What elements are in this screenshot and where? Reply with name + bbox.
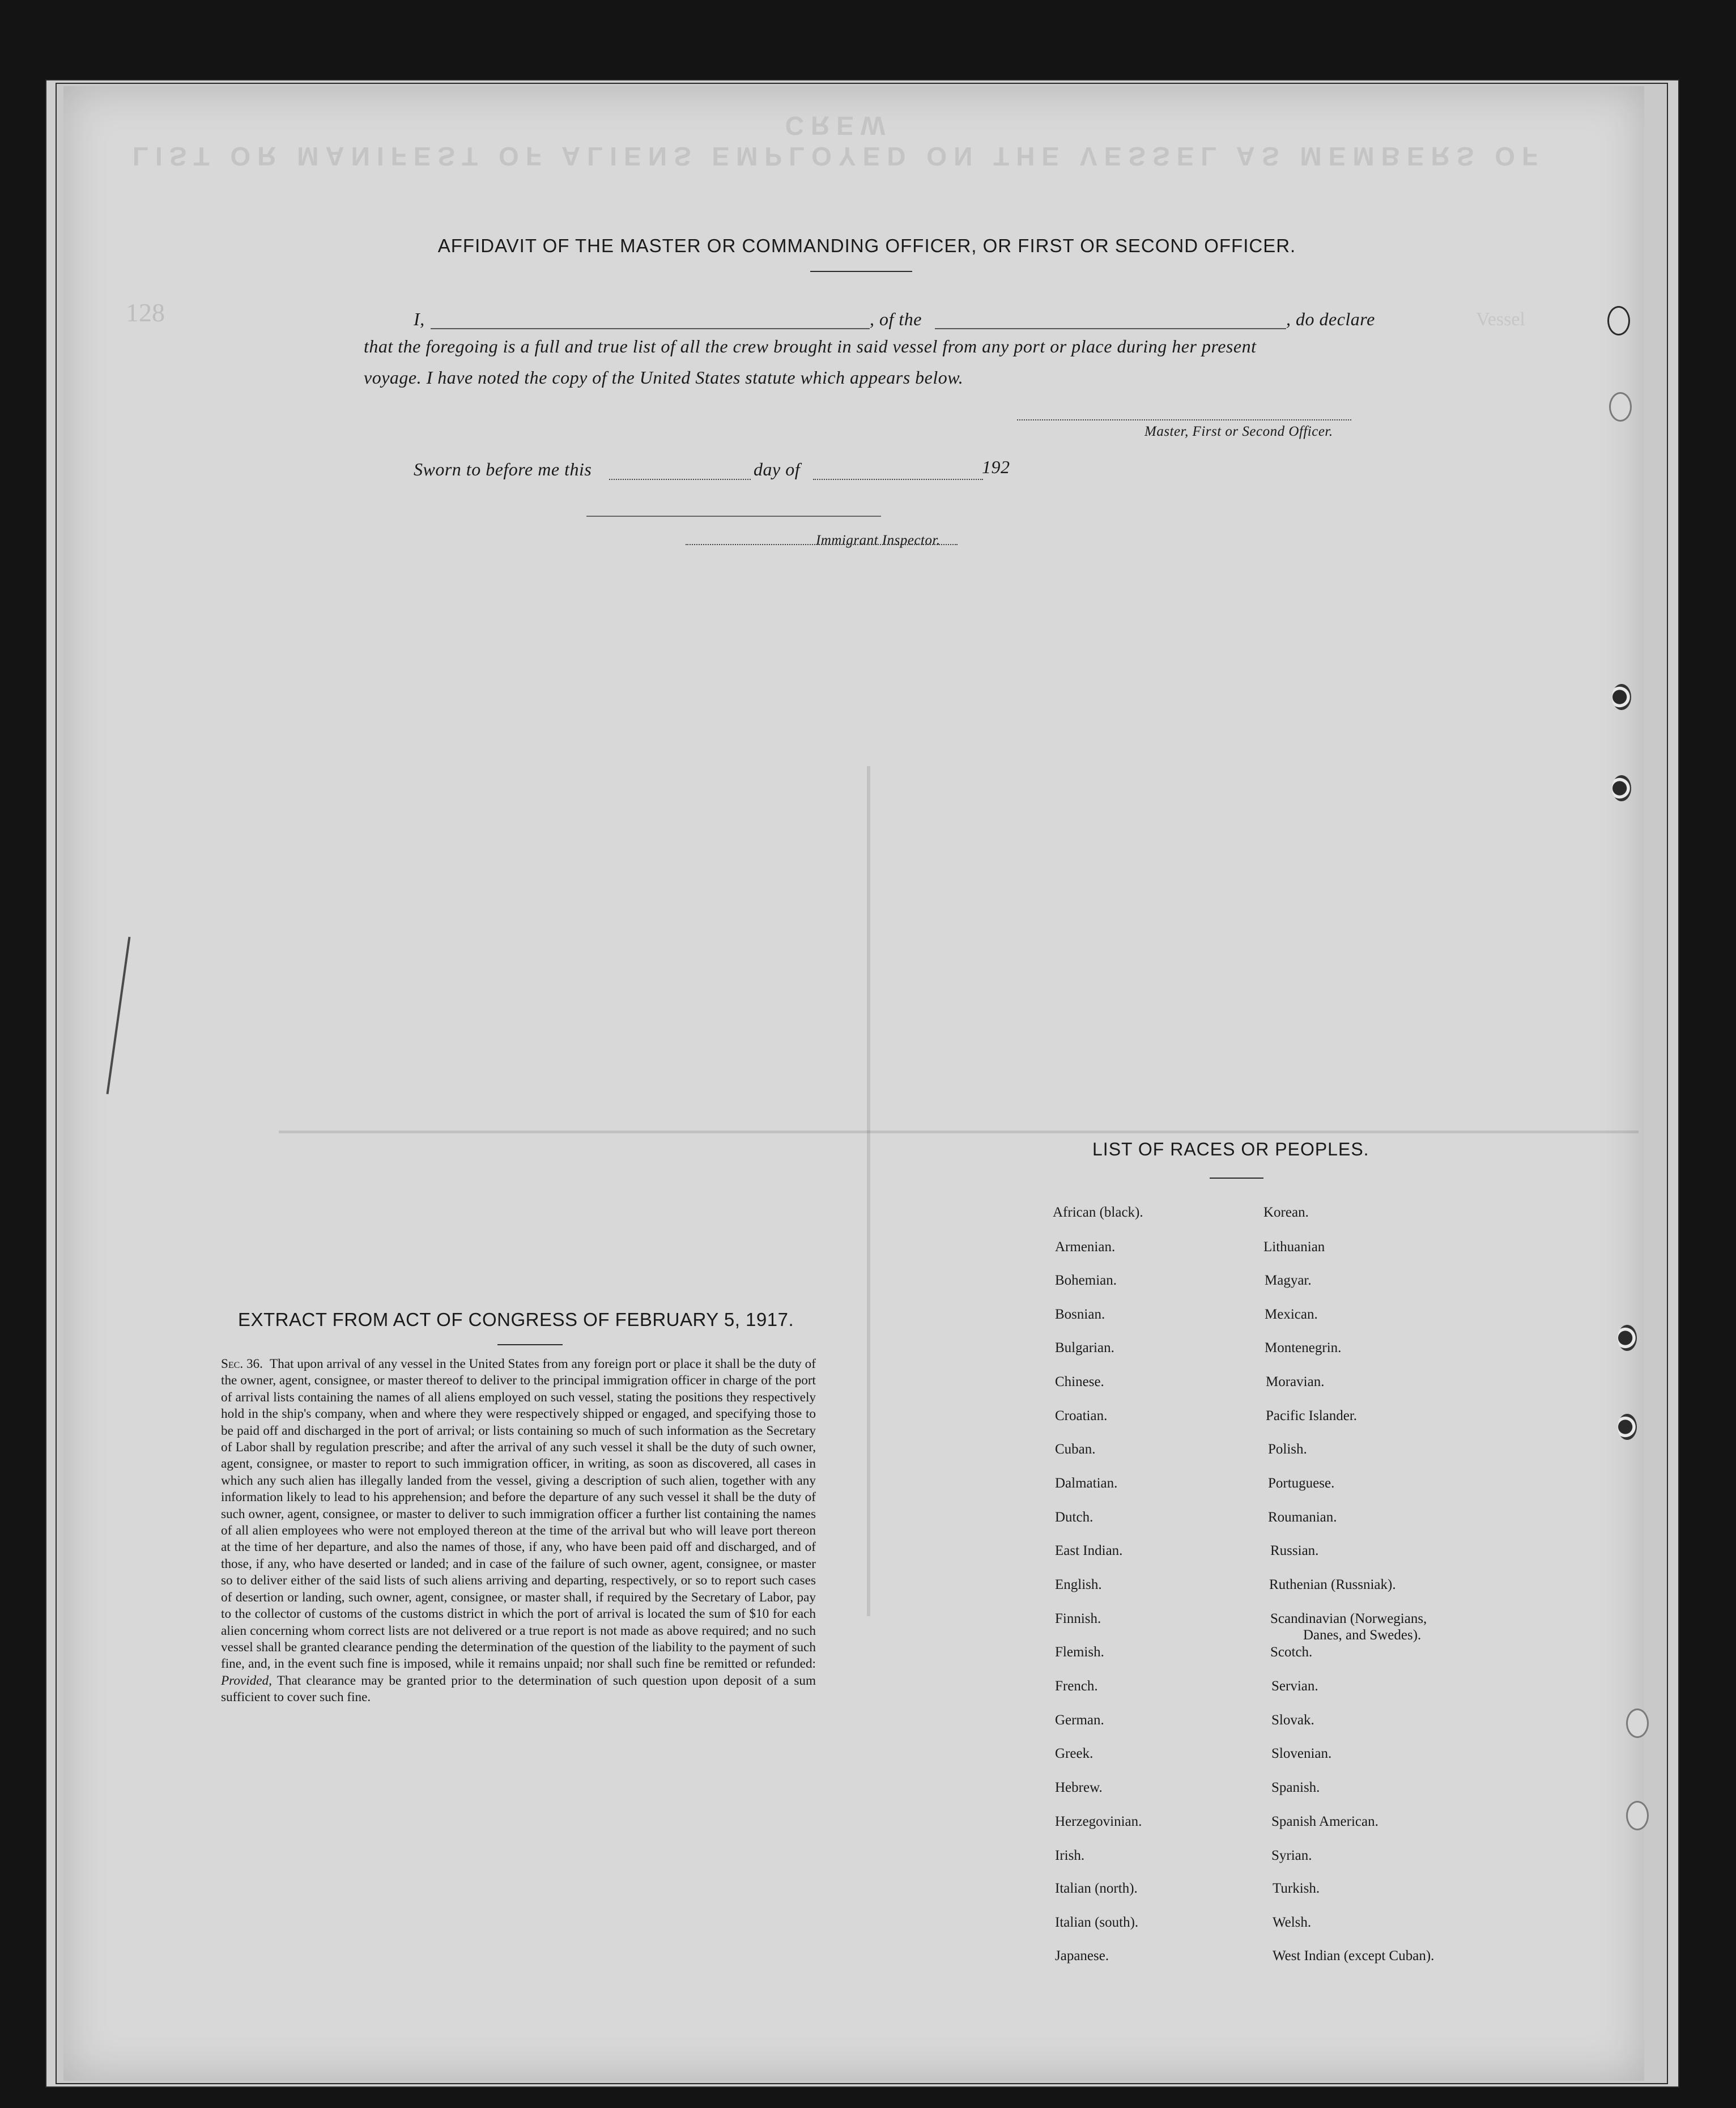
affidavit-line-3: voyage. I have noted the copy of the United States statute which appears below. [364,367,964,388]
race-item: Herzegovinian. [1055,1814,1142,1829]
binder-hole [1612,684,1631,710]
bleed-through-number: 128 [126,298,165,327]
race-item: East Indian. [1055,1543,1123,1558]
sworn-month-field[interactable] [813,479,983,480]
race-item: African (black). [1053,1205,1143,1220]
binder-hole [1626,1801,1649,1830]
race-item: Italian (north). [1055,1881,1138,1896]
binder-hole [1626,1708,1649,1738]
sworn-day-field[interactable] [609,479,751,480]
race-item: Croatian. [1055,1408,1108,1423]
race-item: English. [1055,1577,1102,1592]
race-item: Bohemian. [1055,1273,1117,1288]
master-signature-field[interactable] [1017,419,1351,420]
race-item: Welsh. [1273,1915,1312,1930]
race-item: Flemish. [1055,1644,1104,1660]
race-item: Portuguese. [1268,1476,1335,1491]
extract-provided: Provided, [221,1673,272,1688]
race-item: Dalmatian. [1055,1476,1118,1491]
race-item: German. [1055,1712,1104,1728]
binder-hole [1609,392,1632,422]
bleed-through-header: LIST OR MANIFEST OF ALIENS EMPLOYED ON THE VESSEL AS MEMBERS OF CREW [132,111,1545,171]
race-item: Moravian. [1266,1374,1325,1389]
fold-crease-vertical [867,766,870,1616]
race-item: Hebrew. [1055,1780,1103,1795]
paper-tear [107,937,131,1094]
master-signature-label: Master, First or Second Officer. [1144,424,1333,439]
race-item: Japanese. [1055,1948,1109,1964]
inspector-signature-field[interactable] [586,516,881,517]
race-item: Bulgarian. [1055,1340,1114,1355]
race-item: Servian. [1271,1678,1318,1694]
race-item: Montenegrin. [1265,1340,1342,1355]
affidavit-title-rule [810,271,912,272]
race-item: Russian. [1270,1543,1319,1558]
inspector-label: Immigrant Inspector. [816,533,941,548]
do-declare-label: , do declare [1286,309,1375,329]
race-item: Irish. [1055,1848,1085,1863]
race-item: Turkish. [1273,1881,1320,1896]
races-title: LIST OF RACES OR PEOPLES. [1092,1139,1369,1159]
affidavit-line-2: that the foregoing is a full and true list of all the crew brought in said vessel from any port or place during her present [364,336,1257,356]
fold-crease-horizontal [279,1130,1639,1133]
race-item: Spanish. [1271,1780,1320,1795]
race-item: Roumanian. [1268,1510,1337,1525]
extract-section-label: Sec. 36. [221,1357,263,1371]
race-item: Dutch. [1055,1510,1093,1525]
race-item: Mexican. [1265,1307,1318,1322]
race-item: French. [1055,1678,1098,1694]
bleed-through-vessel: Vessel [1476,309,1525,330]
binder-hole [1618,1325,1637,1351]
day-of-label: day of [754,459,801,479]
race-item: Syrian. [1271,1848,1312,1863]
affidavit-title: AFFIDAVIT OF THE MASTER OR COMMANDING OFFICER, OR FIRST OR SECOND OFFICER. [437,235,1296,256]
race-item: Slovenian. [1271,1746,1332,1761]
extract-text: That upon arrival of any vessel in the United States from any foreign port or place it shall be the duty of the owner, agent, consignee, or master thereof to deliver to the principal immigration officer in charge of the port of arrival lists containing the names of all aliens employed on such vessel, stating the positions they respectively hold in the ship's company, when and where they were respectively shipped or engaged, and specifying those to be paid off and discharged in the port of arrival; or lists containing so much of such information as the Secretary of Labor shall by regulation prescribe; and after the arrival of any such vessel it shall be the duty of such owner, agent, consignee, or master to report to such immigration officer, in writing, as soon as discovered, all cases in which any such alien has illegally landed from the vessel, giving a description of such alien, together with any information likely to lead to his apprehension; and before the departure of any such vessel it shall be the duty of such owner, agent, consignee, or master to deliver to such immigration officer a further list containing the names of all alien employees who were not employed thereon at the time of the arrival but who will leave port thereon at the time of her departure, and also the names of those, if any, who have been paid off and discharged, and of those, if any, who have deserted or landed; and in case of the failure of such owner, agent, consignee, or master so to deliver either of the said lists of such aliens arriving and departing, respectively, or so to report such cases of desertion or landing, such owner, agent, consignee, or master shall, if required by the Secretary of Labor, pay to the collector of customs of the customs district in which the port of arrival is located the sum of $10 for each alien concerning whom correct lists are not delivered or a true report is not made as above required; and no such vessel shall be granted clearance pending the determination of the question of the liability to the payment of such fine, and, in the event such fine is imposed, while it remains unpaid; nor shall such fine be remitted or refunded: [221,1357,816,1672]
of-the-label: , of the [870,309,922,329]
race-item: Finnish. [1055,1611,1101,1626]
race-item: West Indian (except Cuban). [1273,1948,1435,1964]
race-item: Spanish American. [1271,1814,1378,1829]
race-item: Italian (south). [1055,1915,1139,1930]
binder-hole [1618,1414,1637,1440]
binder-hole [1607,306,1630,335]
sworn-label: Sworn to before me this [414,459,592,479]
race-item: Magyar. [1265,1273,1312,1288]
race-item: Bosnian. [1055,1307,1105,1322]
race-item: Armenian. [1055,1239,1116,1255]
races-title-rule [1210,1178,1263,1179]
extract-body [221,1356,816,1706]
race-item: Scotch. [1270,1644,1313,1660]
extract-title-rule [497,1344,563,1345]
race-item: Korean. [1263,1205,1309,1220]
race-item: Scandinavian (Norwegians, [1270,1611,1427,1626]
race-item: Danes, and Swedes). [1303,1627,1422,1643]
vessel-name-field[interactable] [935,328,1286,329]
race-item: Polish. [1268,1442,1307,1457]
race-item: Ruthenian (Russniak). [1269,1577,1396,1592]
race-item: Slovak. [1271,1712,1314,1728]
extract-title: EXTRACT FROM ACT OF CONGRESS OF FEBRUARY 5, 1917. [238,1309,794,1330]
race-item: Greek. [1055,1746,1093,1761]
race-item: Chinese. [1055,1374,1104,1389]
affidavit-i-label: I, [414,309,425,329]
race-item: Pacific Islander. [1266,1408,1358,1423]
year-prefix: 192 [982,457,1010,477]
extract-text-end: That clearance may be granted prior to the determination of such question upon deposit of a sum sufficient to cover such fine. [221,1673,816,1705]
race-item: Lithuanian [1263,1239,1325,1255]
binder-hole [1612,775,1631,801]
master-name-field[interactable] [431,328,870,329]
race-item: Cuban. [1055,1442,1096,1457]
